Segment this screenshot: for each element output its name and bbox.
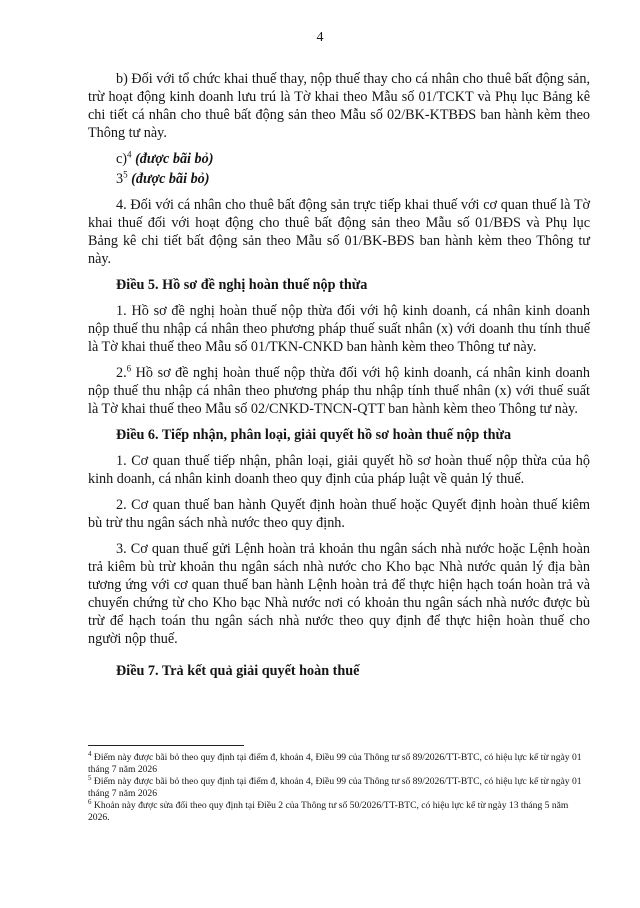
article-5-clause-2	[88, 364, 590, 418]
article-5-heading: Điều 5. Hồ sơ đề nghị hoàn thuế nộp thừa	[116, 277, 368, 293]
article-6-clause-2: 2. Cơ quan thuế ban hành Quyết định hoàn thuế hoặc Quyết định hoàn thuế kiêm bù trừ thu ngân sách nhà nước theo quy định.	[88, 497, 590, 531]
footnotes	[88, 749, 590, 824]
article-6-clause-3: 3. Cơ quan thuế gửi Lệnh hoàn trả khoản thu ngân sách nhà nước hoặc Lệnh hoàn trả kiêm bù trừ khoản thu ngân sách nhà nước cho Kho bạc Nhà nước quản lý địa bàn tương ứng với cơ quan thuế ban hành Lệnh hoàn trả để thực hiện hạch toán hoàn trả và chuyển chứng từ cho Kho bạc Nhà nước nơi có khoản thu ngân sách nhà nước được bù trừ để hạch toán thu ngân sách nhà nước theo quy định để thực hiện hoàn thuế cho người nộp thuế.	[88, 541, 590, 647]
article-6-clause-1: 1. Cơ quan thuế tiếp nhận, phân loại, giải quyết hồ sơ hoàn thuế nộp thừa của hộ kinh doanh, cá nhân kinh doanh theo quy định của pháp luật về quản lý thuế.	[88, 453, 590, 487]
article-5-clause-2-prefix: 2.	[116, 365, 127, 381]
footnote-4	[88, 749, 590, 776]
footnote-number: 5	[88, 773, 92, 782]
page-number: 4	[316, 30, 324, 45]
paragraph-3	[88, 170, 590, 188]
article-7-heading: Điều 7. Trả kết quả giải quyết hoàn thuế	[116, 663, 360, 679]
footnote-number: 6	[88, 797, 92, 806]
document-body	[88, 70, 590, 688]
footnote-ref-4[interactable]: 4	[127, 149, 132, 160]
paragraph-4: 4. Đối với cá nhân cho thuê bất động sản trực tiếp khai thuế với cơ quan thuế là Tờ khai thuế đối với hoạt động cho thuê bất động sản theo Mẫu số 01/BĐS và Phụ lục Bảng kê chi tiết bất động sản theo Mẫu số 01/BK-BĐS ban hành kèm theo Thông tư này.	[88, 197, 590, 267]
article-6-heading: Điều 6. Tiếp nhận, phân loại, giải quyết hồ sơ hoàn thuế nộp thừa	[116, 427, 512, 443]
paragraph-3-prefix: 3	[116, 171, 124, 187]
paragraph-b: b) Đối với tổ chức khai thuế thay, nộp thuế thay cho cá nhân cho thuê bất động sản, trừ hoạt động kinh doanh lưu trú là Tờ khai theo Mẫu số 01/TCKT và Phụ lục Bảng kê chi tiết cá nhân cho thuê bất động sản theo Mẫu số 02/BK-KTBĐS ban hành kèm theo Thông tư này.	[88, 71, 590, 141]
footnote-5	[88, 773, 590, 800]
footnote-text: Khoản này được sửa đổi theo quy định tại Điều 2 của Thông tư số 50/2026/TT-BTC, có hiệu lực kể từ ngày 13 tháng 5 năm 2026.	[88, 800, 569, 823]
footnote-ref-6[interactable]: 6	[126, 363, 132, 374]
footnote-ref-5[interactable]: 5	[123, 169, 128, 180]
footnote-number: 4	[88, 749, 92, 758]
paragraph-c-prefix: c)	[116, 151, 128, 167]
article-5-clause-1: 1. Hồ sơ đề nghị hoàn thuế nộp thừa đối với hộ kinh doanh, cá nhân kinh doanh nộp thuế thu nhập cá nhân theo phương pháp thuế suất nhân (x) với doanh thu tính thuế là Tờ khai thuế theo Mẫu số 01/TKN-CNKD ban hành kèm theo Thông tư này.	[88, 303, 590, 355]
paragraph-c-text: (được bãi bỏ)	[131, 151, 214, 167]
footnote-6	[88, 797, 590, 824]
footnote-divider	[88, 745, 244, 746]
paragraph-3-text: (được bãi bỏ)	[127, 171, 210, 187]
footnote-text: Điểm này được bãi bỏ theo quy định tại điểm đ, khoản 4, Điều 99 của Thông tư số 89/2026/TT-BTC, có hiệu lực kể từ ngày 01 tháng 7 năm 2026	[88, 776, 582, 799]
footnote-text: Điểm này được bãi bỏ theo quy định tại điểm đ, khoản 4, Điều 99 của Thông tư số 89/2026/TT-BTC, có hiệu lực kể từ ngày 01 tháng 7 năm 2026	[88, 752, 582, 775]
paragraph-c	[88, 150, 590, 168]
article-5-clause-2-text: Hồ sơ đề nghị hoàn thuế nộp thừa đối với hộ kinh doanh, cá nhân kinh doanh nộp thuế thu nhập cá nhân theo phương pháp thu nhập tính thuế nhân (x) với thuế suất là Tờ khai thuế theo Mẫu số 02/CNKD-TNCN-QTT ban hành kèm theo Thông tư này.	[88, 365, 590, 417]
